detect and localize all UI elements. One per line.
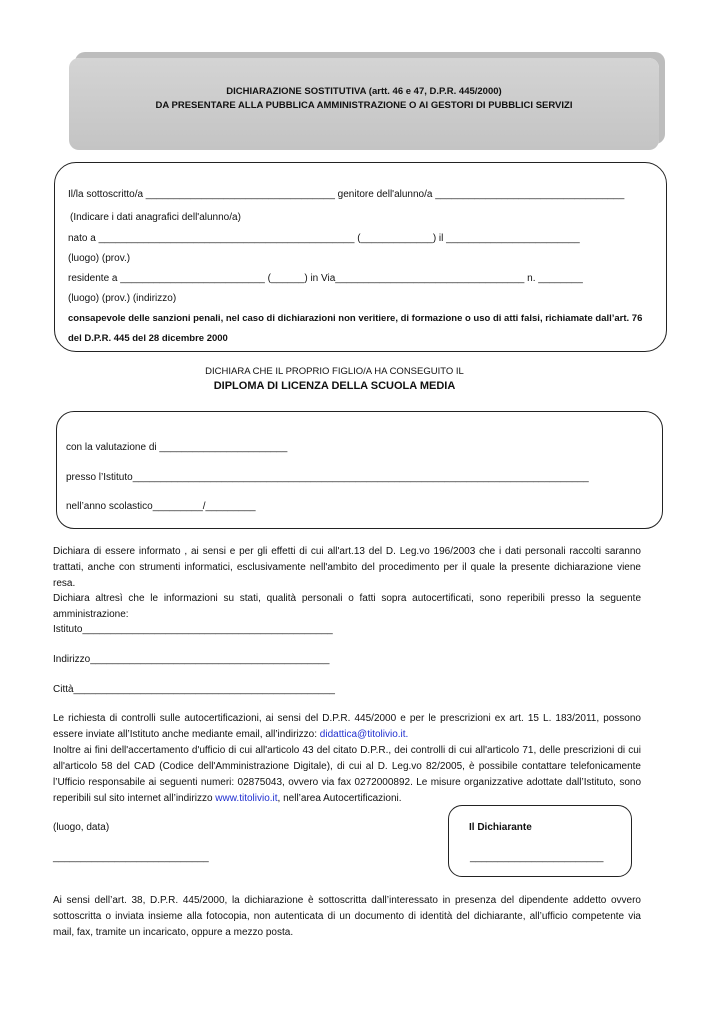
header-title-line2: DA PRESENTARE ALLA PUBBLICA AMMINISTRAZIONE O AI GESTORI DI PUBBLICI SERVIZI	[155, 100, 573, 111]
header-box	[69, 58, 659, 150]
birth-hint: (luogo) (prov.)	[68, 253, 131, 264]
residence-line[interactable]: residente a __________________________ (______) in Via__________________________________ n. ________	[68, 273, 583, 284]
grade-line[interactable]: con la valutazione di _______________________	[66, 442, 288, 453]
place-date-field[interactable]: ____________________________	[53, 852, 209, 863]
student-data-hint: (Indicare i dati anagrafici dell'alunno/a)	[70, 212, 241, 223]
declare-heading	[0, 366, 725, 377]
admin-address-line[interactable]: Indirizzo___________________________________________	[53, 654, 330, 665]
institute-line[interactable]: presso l’Istituto__________________________________________________________________________________	[66, 472, 589, 483]
diploma-title-text: DIPLOMA DI LICENZA DELLA SCUOLA MEDIA	[213, 380, 456, 392]
privacy-paragraph: Dichiara di essere informato , ai sensi e per gli effetti di cui all'art.13 del D. Leg.vo 196/2003 che i dati personali raccolti saranno trattati, anche con strumenti informatici, esclusivamente nell'ambito del procedimento per il quale la presente dichiarazione viene resa.	[53, 546, 641, 589]
email-link[interactable]: didattica@titolivio.it.	[319, 729, 409, 740]
signature-field[interactable]: ________________________	[470, 852, 604, 863]
declare-heading-text: DICHIARA CHE IL PROPRIO FIGLIO/A HA CONSEGUITO IL	[205, 366, 464, 377]
office-contact-text: Inoltre ai fini dell'accertamento d'ufficio di cui all'articolo 43 del citato D.P.R., dei controlli di cui all'articolo 71, delle prescrizioni di cui all'articolo 58 del CAD (Codice dell'Amministrazione Digitale), di cui al D. Leg.vo 82/2005, è possibile contattare telefonicamente l’Ufficio responsabile ai seguenti numeri: 02875043, ovvero via fax 0272000892. Le misure organizzative adottate dall’Istituto, sono reperibili sul sito internet all’indirizzo	[53, 745, 641, 804]
office-contact-tail: , nell’area Autocertificazioni.	[277, 793, 402, 804]
controls-paragraph	[53, 711, 641, 743]
residence-hint: (luogo) (prov.) (indirizzo)	[68, 293, 177, 304]
diploma-title	[0, 380, 725, 392]
sanctions-text-line1: consapevole delle sanzioni penali, nel caso di dichiarazioni non veritiere, di formazione o uso di atti falsi, richiamate dall’art. 76	[68, 313, 643, 324]
birth-line[interactable]: nato a ______________________________________________ (_____________) il ________________________	[68, 233, 580, 244]
admin-city-line[interactable]: Città_______________________________________________	[53, 684, 335, 695]
header-title-line1: DICHIARAZIONE SOSTITUTIVA (artt. 46 e 47, D.P.R. 445/2000)	[226, 86, 502, 97]
signer-name-line[interactable]: Il/la sottoscritto/a __________________________________ genitore dell'alunno/a __________________________________	[68, 189, 625, 200]
school-year-line[interactable]: nell’anno scolastico_________/_________	[66, 501, 256, 512]
admin-institute-line[interactable]: Istituto_____________________________________________	[53, 624, 333, 635]
website-link[interactable]: www.titolivio.it	[215, 793, 278, 804]
controls-text: Le richiesta di controlli sulle autocertificazioni, ai sensi del D.P.R. 445/2000 e per le prescrizioni ex art. 15 L. 183/2011, possono essere inviate all’Istituto anche mediante email, all’indirizzo:	[53, 713, 641, 740]
signer-label: Il Dichiarante	[469, 822, 532, 833]
footer-note: Ai sensi dell’art. 38, D.P.R. 445/2000, la dichiarazione è sottoscritta dall’interessato in presenza del dipendente addetto ovvero sottoscritta o inviata insieme alla fotocopia, non autenticata di un documento di identità del dichiarante, all’ufficio competente via mail, fax, tramite un incaricato, oppure a mezzo posta.	[53, 895, 641, 938]
office-contact-paragraph	[53, 743, 641, 807]
availability-paragraph: Dichiara altresì che le informazioni su stati, qualità personali o fatti sopra autocertificati, sono reperibili presso la seguente amministrazione:	[53, 593, 641, 620]
place-date-label: (luogo, data)	[53, 822, 110, 833]
sanctions-text-line2: del D.P.R. 445 del 28 dicembre 2000	[68, 333, 228, 344]
signature-box	[448, 805, 632, 877]
